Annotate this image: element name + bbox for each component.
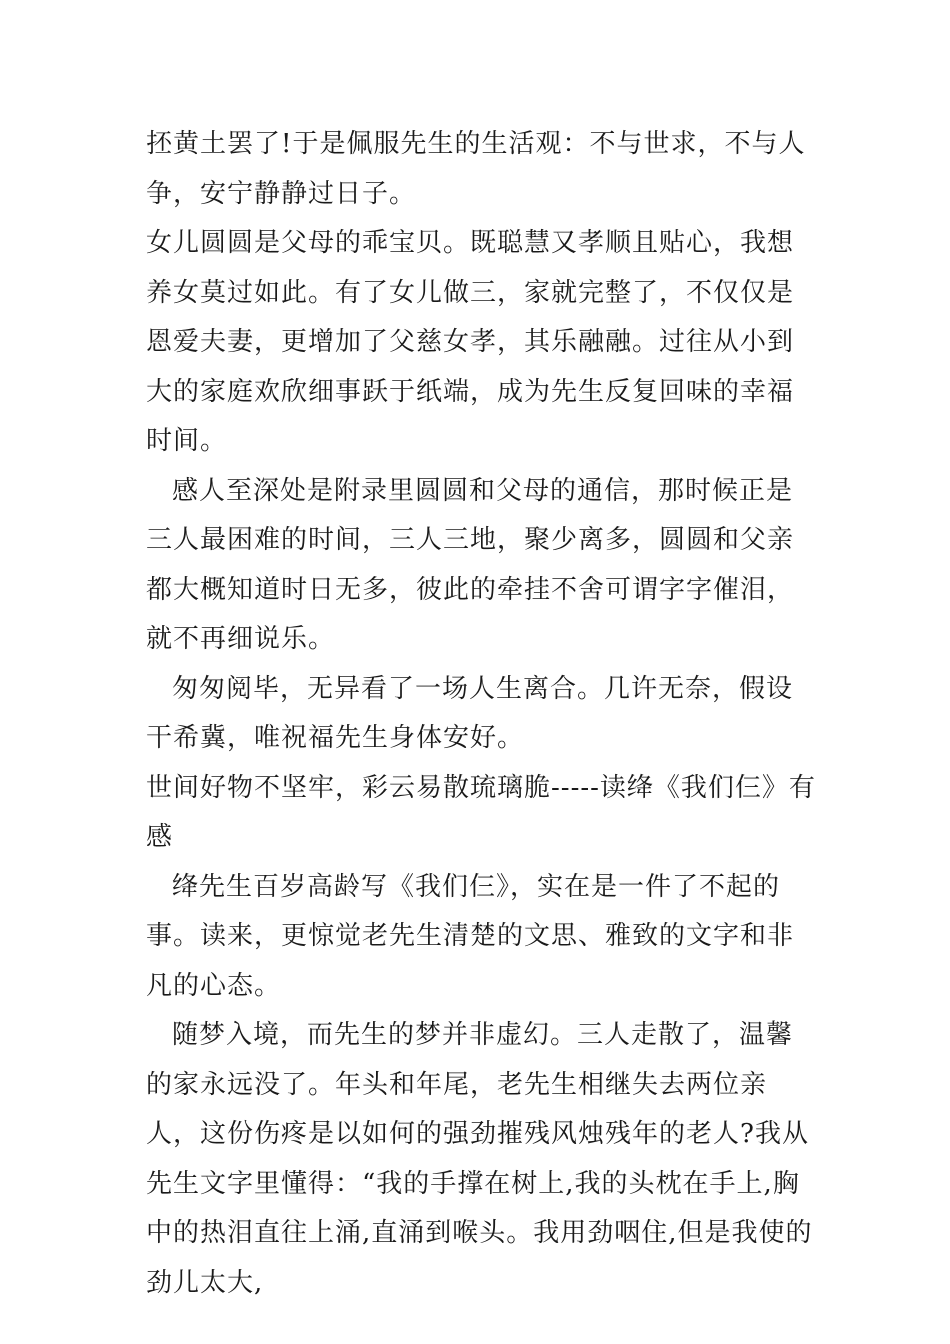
paragraph: 感人至深处是附录里圆圆和父母的通信，那时候正是三人最困难的时间，三人三地，聚少离多，圆圆和父亲都大概知道时日无多，彼此的牵挂不舍可谓字字催泪，就不再细说乐。 [146, 475, 795, 654]
paragraph: 女儿圆圆是父母的乖宝贝。既聪慧又孝顺且贴心，我想养女莫过如此。有了女儿做三，家就完整了，不仅仅是恩爱夫妻，更增加了父慈女孝，其乐融融。过往从小到大的家庭欢欣细事跃于纸端，成为先生反复回味的幸福时间。 [146, 228, 795, 456]
article-title: 世间好物不坚牢，彩云易散琉璃脆-----读绛《我们仨》有感 [146, 772, 816, 852]
paragraph: 绛先生百岁高龄写《我们仨》，实在是一件了不起的事。读来，更惊觉老先生清楚的文思、雅致的文字和非凡的心态。 [146, 871, 795, 1001]
paragraph: 随梦入境，而先生的梦并非虚幻。三人走散了，温馨的家永远没了。年头和年尾，老先生相继失去两位亲人，这份伤疼是以如何的强劲摧残风烛残年的老人?我从先生文字里懂得：“我的手撑在树上,我的头枕在手上,胸中的热泪直往上涌,直涌到喉头。我用劲咽住,但是我使的劲儿太大, [146, 1020, 813, 1298]
paragraph: 抷黄土罢了!于是佩服先生的生活观：不与世求，不与人争，安宁静静过日子。 [146, 129, 806, 209]
document-body [146, 120, 816, 1308]
paragraph: 匆匆阅毕，无异看了一场人生离合。几许无奈，假设干希冀，唯祝福先生身体安好。 [146, 673, 794, 753]
